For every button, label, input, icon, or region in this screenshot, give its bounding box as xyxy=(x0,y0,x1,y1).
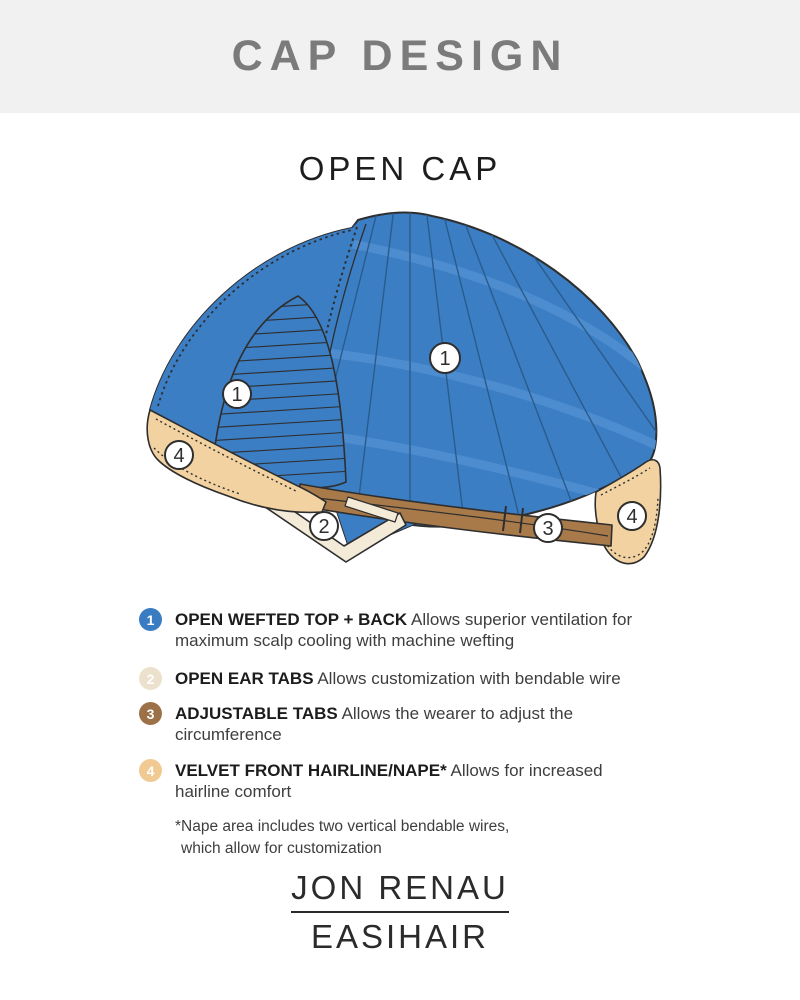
legend xyxy=(139,609,675,860)
svg-text:4: 4 xyxy=(626,506,638,528)
legend-item-open-ear-tabs xyxy=(139,668,675,690)
diagram-title: OPEN CAP xyxy=(298,150,502,187)
svg-text:1: 1 xyxy=(439,348,451,370)
legend-item-velvet-front-hairline-nape xyxy=(139,760,675,802)
legend-bold-2: OPEN EAR TABS xyxy=(175,669,314,688)
marker-3-strap xyxy=(534,514,562,542)
legend-badge-2: 2 xyxy=(139,667,162,690)
svg-text:1: 1 xyxy=(231,384,243,406)
legend-bold-3: ADJUSTABLE TABS xyxy=(175,704,338,723)
marker-1-front xyxy=(223,380,251,408)
sub-brand-name: EASIHAIR xyxy=(310,918,490,955)
legend-bold-1: OPEN WEFTED TOP + BACK xyxy=(175,610,408,629)
legend-bold-4: VELVET FRONT HAIRLINE/NAPE* xyxy=(175,761,447,780)
brand-footer xyxy=(0,869,800,956)
legend-text-2 xyxy=(175,668,675,689)
legend-item-adjustable-tabs xyxy=(139,703,675,745)
marker-4-nape xyxy=(618,502,646,530)
brand-name: JON RENAU xyxy=(291,869,509,906)
marker-1-body xyxy=(430,343,460,373)
svg-text:4: 4 xyxy=(173,445,185,467)
legend-text-4 xyxy=(175,760,615,802)
legend-desc-2: Allows customization with bendable wire xyxy=(317,669,621,688)
svg-text:2: 2 xyxy=(318,516,330,538)
header-band xyxy=(0,0,800,113)
cap-diagram xyxy=(0,200,800,595)
footnote xyxy=(175,816,675,860)
marker-2-ear-tab xyxy=(310,512,338,540)
legend-badge-1: 1 xyxy=(139,608,162,631)
footnote-line-1: *Nape area includes two vertical bendable wires, xyxy=(175,818,510,835)
page-title: CAP DESIGN xyxy=(231,32,569,80)
brand-divider xyxy=(291,911,509,913)
legend-desc-1: Allows superior ventilation for maximum scalp cooling with machine wefting xyxy=(175,610,633,650)
marker-4-front xyxy=(165,441,193,469)
footnote-line-2: which allow for customization xyxy=(181,840,382,857)
legend-item-open-wefted-top-back xyxy=(139,609,675,651)
legend-desc-3: Allows the wearer to adjust the circumference xyxy=(175,704,574,744)
legend-badge-4: 4 xyxy=(139,759,162,782)
legend-desc-4: Allows for increased hairline comfort xyxy=(175,761,603,801)
legend-badge-3: 3 xyxy=(139,702,162,725)
svg-text:3: 3 xyxy=(542,518,554,540)
legend-text-3 xyxy=(175,703,675,745)
legend-text-1 xyxy=(175,609,675,651)
